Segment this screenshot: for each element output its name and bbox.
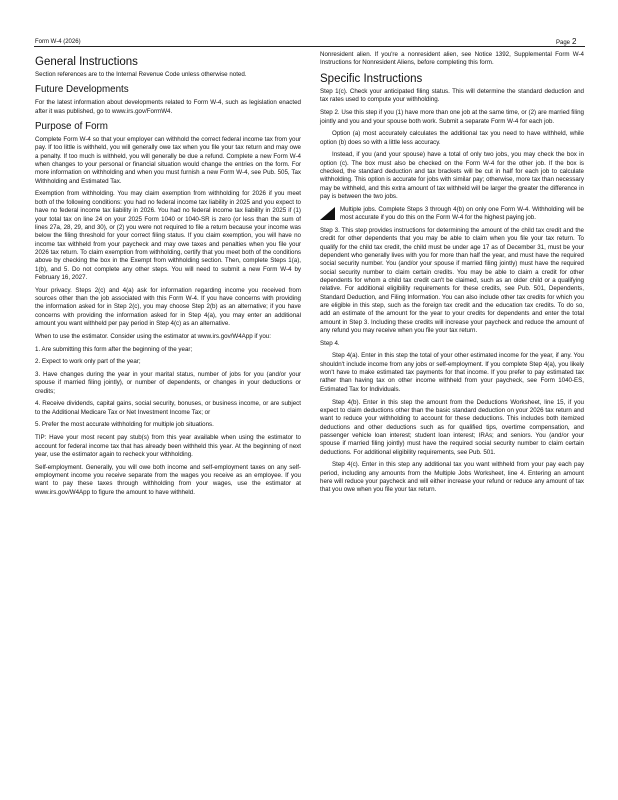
multiple-jobs-text: Multiple jobs. Complete Steps 3 through 4(b) on only one Form W-4. Withholding will be most accurate if you do this on the Form W-4 for the highest paying job.	[340, 205, 584, 222]
page-indicator	[556, 37, 576, 46]
future-developments-heading: Future Developments	[35, 84, 129, 96]
step-4-label: Step 4.	[320, 339, 340, 347]
specific-instructions-heading: Specific Instructions	[320, 73, 423, 86]
estimator-intro: When to use the estimator. Consider using the estimator at www.irs.gov/W4App if you:	[35, 332, 271, 340]
step-4b-text: Step 4(b). Enter in this step the amount from the Deductions Worksheet, line 15, if you expect to claim deductions other than the basic standard deduction on your 2026 tax return and want to reduce your withholding to account for these deductions. This includes both itemized deductions and other deductions such as for qualified tips, overtime compensation, and passenger vehicle loan interest; student loan interest; IRAs; and seniors. You (and/or your spouse if married filing jointly) must have the required social security number to claim certain deductions. For additional eligibility requirements, see Pub. 501.	[320, 398, 584, 456]
page-label: Page	[556, 40, 571, 46]
step-4a-text: Step 4(a). Enter in this step the total of your other estimated income for the year, if any. You shouldn't include income from any jobs or self-employment. If you complete Step 4(a), you likely won't have to make estimated tax payments for that income. If you prefer to pay estimated tax rather than having tax on other income withheld from your paycheck, see Form 1040-ES, Estimated Tax for Individuals.	[320, 352, 584, 393]
tip-text: TIP: Have your most recent pay stub(s) from this year available when using the estimator to account for federal income tax that has already been withheld this year. At the beginning of next year, use the estimator again to recheck your withholding.	[35, 434, 301, 458]
left-column	[35, 51, 301, 501]
estimator-item-1: 1. Are submitting this form after the beginning of the year;	[35, 345, 193, 353]
self-employment-text: Self-employment. Generally, you will owe both income and self-employment taxes on any self-employment income you receive separate from the wages you receive as an employee. If you want to pay these taxes through withholding from your wages, use the estimator at www.irs.gov/W4App to figure the amount to have withheld.	[35, 463, 301, 496]
right-column	[320, 51, 584, 499]
estimator-item-5: 5. Prefer the most accurate withholding for multiple job situations.	[35, 421, 214, 429]
header-rule	[34, 46, 585, 47]
caution-note	[320, 206, 584, 223]
exemption-text: Exemption from withholding. You may claim exemption from withholding for 2026 if you meet both of the following conditions: you had no federal income tax liability in 2025 and you expect to have no federal income tax liability in 2026. You had no federal income tax liability in 2025 if (1) your total tax on line 24 on your 2025 Form 1040 or 1040-SR is zero (or less than the sum of lines 27a, 28, 29, and 30), or (2) you were not required to file a return because your income was below the filing threshold for your correct filing status. If you claim exemption, you will have no income tax withheld from your paycheck and may owe taxes and penalties when you file your 2026 tax return. To claim exemption from withholding, certify that you meet both of the conditions above by checking the box in the Exempt from withholding section. Then, complete Steps 1(a), 1(b), and 5. Do not complete any other steps. You will need to submit a new Form W-4 by February 16, 2027.	[35, 190, 301, 281]
page-number: 2	[572, 37, 577, 46]
nonresident-alien-text: Nonresident alien. If you're a nonresident alien, see Notice 1392, Supplemental Form W-4 Instructions for Nonresident Aliens, before completing this form.	[320, 51, 584, 67]
form-name: Form W-4 (2026)	[35, 39, 81, 45]
purpose-text: Complete Form W-4 so that your employer can withhold the correct federal income tax from your pay. If too little is withheld, you will generally owe tax when you file your tax return and may owe a penalty. If too much is withheld, you will generally be due a refund. Complete a new Form W-4 when changes to your personal or financial situation would change the entries on the form. For more information on withholding and when you must furnish a new Form W-4, see Pub. 505, Tax Withholding and Estimated Tax.	[35, 136, 301, 185]
step-3-text: Step 3. This step provides instructions for determining the amount of the child tax credit and the credit for other dependents that you may be able to claim when you file your tax return. To qualify for the child tax credit, the child must be under age 17 as of December 31, must be your dependent who generally lives with you for more than half the year, and must have the required social security number. You (and/or your spouse if married filing jointly) must have the required social security number to claim certain credits. You may be able to claim a credit for other dependents for whom a child tax credit can't be claimed, such as an older child or a qualifying relative. For additional eligibility requirements for these credits, see Pub. 501, Dependents, Standard Deduction, and Filing Information. You can also include other tax credits for which you are eligible in this step, such as the foreign tax credit and the education tax credits. To do so, add an estimate of the amount for the year to your credits for dependents and enter the total amount in Step 3. Including these credits will increase your paycheck and reduce the amount of any refund you may receive when you file your tax return.	[320, 226, 584, 334]
estimator-item-2: 2. Expect to work only part of the year;	[35, 358, 141, 366]
section-references-text: Section references are to the Internal Revenue Code unless otherwise noted.	[35, 71, 247, 78]
step-1c-text: Step 1(c). Check your anticipated filing status. This will determine the standard deduction and tax rates used to compute your withholding.	[320, 88, 584, 104]
general-instructions-heading: General Instructions	[35, 56, 138, 68]
purpose-heading: Purpose of Form	[35, 121, 108, 133]
privacy-text: Your privacy. Steps 2(c) and 4(a) ask for information regarding income you received from sources other than the job associated with this Form W-4. If you have concerns with providing the information asked for in Step 2(c), you may choose Step 2(b) as an alternative; if you have concerns with providing the information asked for in Step 4(a), you may enter an additional amount you want withheld per pay period in Step 4(c) as an alternative.	[35, 286, 301, 328]
estimator-item-3: 3. Have changes during the year in your marital status, number of jobs for you (and/or your spouse if married filing jointly), or number of dependents, or changes in your deductions or credits;	[35, 370, 301, 395]
estimator-item-4: 4. Receive dividends, capital gains, social security, bonuses, or business income, or are subject to the Additional Medicare Tax or Net Investment Income Tax; or	[35, 400, 301, 416]
caution-icon	[320, 207, 335, 220]
future-developments-text: For the latest information about developments related to Form W-4, such as legislation enacted after it was published, go to www.irs.gov/FormW4.	[35, 99, 301, 115]
option-a-text: Option (a) most accurately calculates the additional tax you need to have withheld, while option (b) does so with a little less accuracy.	[320, 130, 584, 146]
step-2-text: Step 2. Use this step if you (1) have more than one job at the same time, or (2) are married filing jointly and you and your spouse both work. Submit a separate Form W-4 for each job.	[320, 109, 584, 125]
step-4c-text: Step 4(c). Enter in this step any additional tax you want withheld from your pay each pay period, including any amounts from the Multiple Jobs Worksheet, line 4. Entering an amount here will reduce your paycheck and will either increase your refund or reduce any amount of tax that you owe when you file your tax return.	[320, 461, 584, 494]
option-c-text: Instead, if you (and your spouse) have a total of only two jobs, you may check the box in option (c). The box must also be checked on the Form W-4 for the other job. If the box is checked, the standard deduction and tax brackets will be cut in half for each job to calculate withholding. This option is accurate for jobs with similar pay; otherwise, more tax than necessary may be withheld, and this extra amount of tax withheld will be larger the greater the difference in pay is between the two jobs.	[320, 151, 584, 201]
